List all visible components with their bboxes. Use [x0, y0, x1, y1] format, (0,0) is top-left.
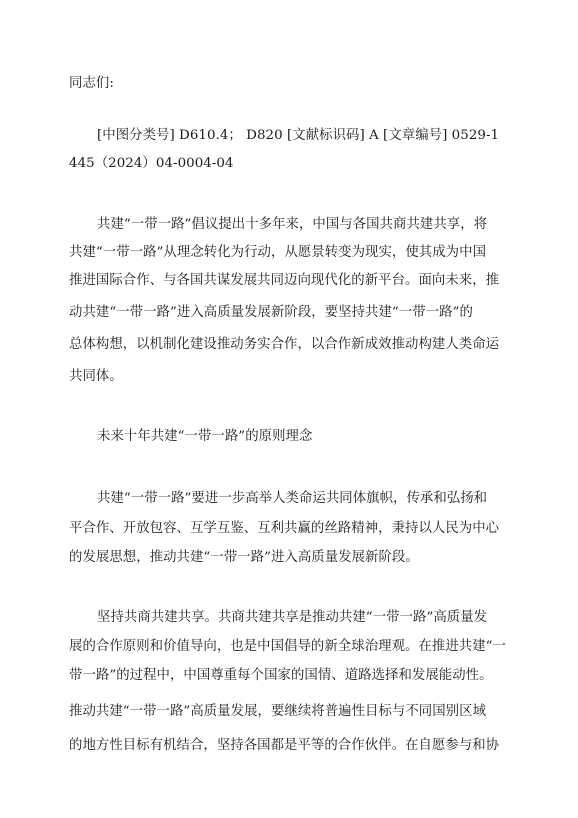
- paragraph-1-line-3: 推进国际合作、与各国共谋发展共同迈向现代化的新平台。面向未来，推: [69, 273, 500, 288]
- paragraph-3-line-5: 的地方性目标有机结合，坚持各国都是平等的合作伙伴。在自愿参与和协: [69, 738, 500, 753]
- paragraph-3-line-4: 推动共建“一带一路”高质量发展，要继续将普遍性目标与不同国别区域: [69, 704, 487, 719]
- classification-line-1: [中图分类号] D610.4； D820 [文献标识码] A [文章编号] 0529-1: [97, 128, 500, 143]
- paragraph-1-line-5: 总体构想，以机制化建设推动务实合作，以合作新成效推动构建人类命运: [69, 337, 500, 352]
- paragraph-3-line-1: 坚持共商共建共享。共商共建共享是推动共建“一带一路”高质量发: [97, 610, 488, 625]
- paragraph-2-line-3: 的发展思想，推动共建“一带一路”进入高质量发展新阶段。: [69, 550, 419, 565]
- classification-line-2: 445（2024）04-0004-04: [69, 156, 234, 171]
- paragraph-1-line-1: 共建“一带一路”倡议提出十多年来，中国与各国共商共建共享，将: [97, 217, 488, 232]
- paragraph-1-line-6: 共同体。: [69, 369, 123, 384]
- paragraph-3-line-2: 展的合作原则和价值导向，也是中国倡导的新全球治理观。在推进共建“一: [69, 639, 506, 654]
- paragraph-2-line-2: 平合作、开放包容、互学互鉴、互利共赢的丝路精神，秉持以人民为中心: [69, 521, 500, 536]
- greeting: 同志们:: [69, 76, 114, 91]
- paragraph-1-line-2: 共建“一带一路”从理念转化为行动，从愿景转变为现实，使其成为中国: [69, 245, 487, 260]
- section-heading: 未来十年共建“一带一路”的原则理念: [97, 429, 313, 444]
- paragraph-2-line-1: 共建“一带一路”要进一步高举人类命运共同体旗帜，传承和弘扬和: [97, 491, 488, 506]
- paragraph-3-line-3: 带一路”的过程中，中国尊重每个国家的国情、道路选择和发展能动性。: [69, 668, 493, 683]
- paragraph-1-line-4: 动共建“一带一路”进入高质量发展新阶段，要坚持共建“一带一路”的: [69, 305, 473, 320]
